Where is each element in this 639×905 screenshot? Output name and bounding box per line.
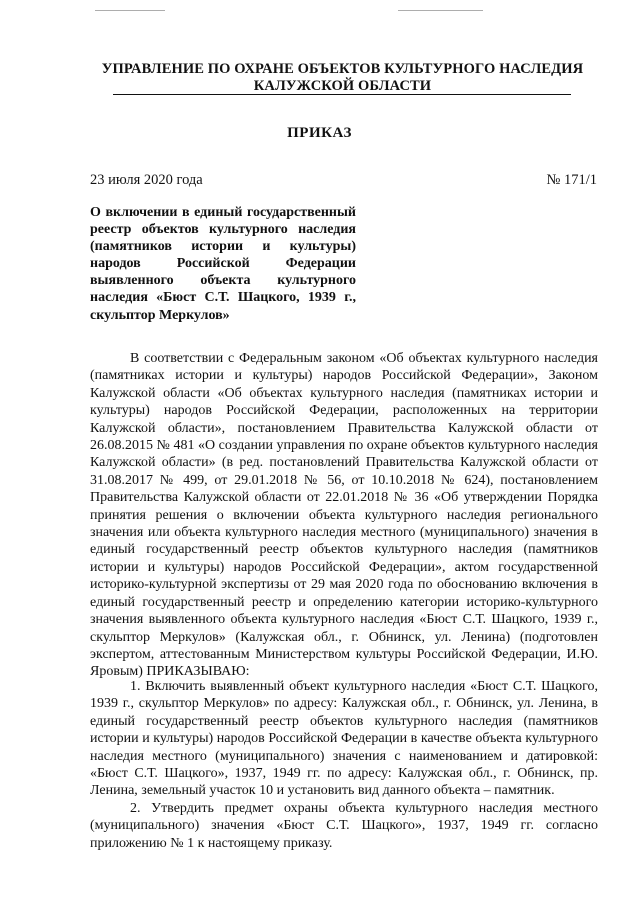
preamble-paragraph: В соответствии с Федеральным законом «Об объектах культурного наследия (памятниках истории и культуры) народов Российской Федерации», Законом Калужской области «Об объектах культурного наследия (памятниках истории и культуры) народов Российской Федерации, расположенных на территории Калужской области», постановлением Правительства Калужской области от 26.08.2015 № 481 «О создании управления по охране объектов культурного наследия Калужской области» (в ред. постановлений Правительства Калужской области от 31.08.2017 № 499, от 29.01.2018 № 56, от 10.10.2018 № 624), постановлением Правительства Калужской области от 22.01.2018 № 36 «Об утверждении Порядка принятия решения о включении объекта культурного наследия регионального значения или объекта культурного наследия местного (муниципального) значения в единый государственный реестр объектов культурного наследия (памятников истории и культуры) народов Российской Федерации», актом государственной историко-культурной экспертизы от 29 мая 2020 года по обоснованию включения в единый государственный реестр и определению категории историко-культурного значения выявленного объекта культурного наследия «Бюст С.Т. Шацкого, 1939 г., скульптор Меркулов» (Калужская обл., г. Обнинск, ул. Ленина) (подготовлен экспертом, аттестованным Министерством культуры Российской Федерации, И.Ю. Яровым) ПРИКАЗЫВАЮ: [90,351,598,680]
document-date: 23 июля 2020 года [90,172,203,188]
header-underline [113,94,571,95]
document-number: № 171/1 [546,172,597,188]
scan-artifact-line [398,10,483,11]
organization-header [90,61,595,95]
organization-name-line1: УПРАВЛЕНИЕ ПО ОХРАНЕ ОБЪЕКТОВ КУЛЬТУРНОГО НАСЛЕДИЯ [101,61,584,77]
scan-artifact-line [95,10,165,11]
order-item-2: 2. Утвердить предмет охраны объекта культурного наследия местного (муниципального) значения «Бюст С.Т. Шацкого», 1937, 1949 гг. согласно приложению № 1 к настоящему приказу. [90,801,598,851]
order-item-1: 1. Включить выявленный объект культурного наследия «Бюст С.Т. Шацкого, 1939 г., скульптор Меркулов» по адресу: Калужская обл., г. Обнинск, ул. Ленина, в единый государственный реестр объектов культурного наследия (памятников истории и культуры) народов Российской Федерации в качестве объекта культурного наследия местного (муниципального) значения с наименованием и датировкой: «Бюст С.Т. Шацкого», 1937, 1949 гг. по адресу: Калужская обл., г. Обнинск, пр. Ленина, земельный участок 10 и установить вид данного объекта – памятник. [90,679,598,799]
organization-name-line2: КАЛУЖСКОЙ ОБЛАСТИ [253,78,432,94]
document-subject: О включении в единый государственный реестр объектов культурного наследия (памятников истории и культуры) народов Российской Федерации выявленного объекта культурного наследия «Бюст С.Т. Шацкого, 1939 г., скульптор Меркулов» [90,205,356,323]
document-title: ПРИКАЗ [287,125,352,141]
